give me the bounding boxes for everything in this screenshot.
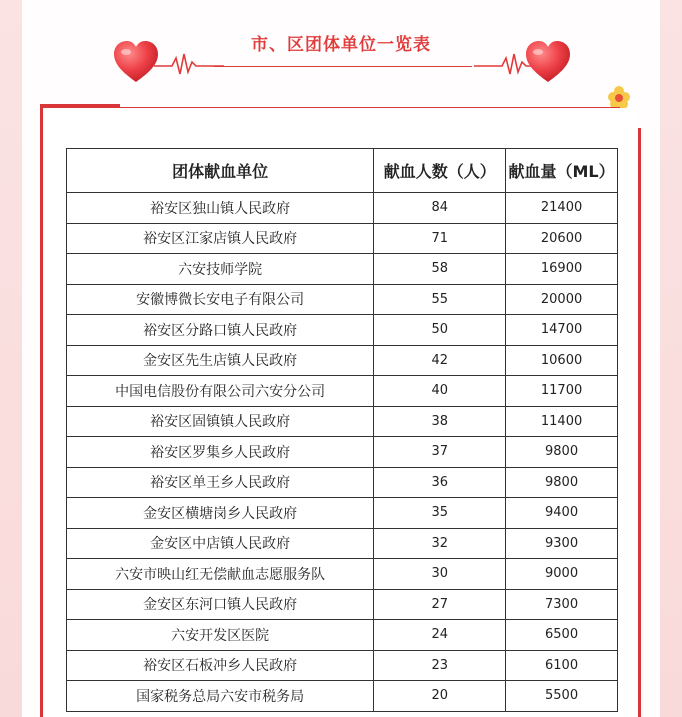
table-row <box>67 620 618 651</box>
donation-volume: 11700 <box>506 376 618 407</box>
frame-left-line <box>40 104 43 717</box>
unit-name: 裕安区石板冲乡人民政府 <box>67 650 374 681</box>
donor-count: 36 <box>374 467 506 498</box>
column-header-volume: 献血量（ML） <box>506 149 618 193</box>
table-row <box>67 498 618 529</box>
heartbeat-line-icon <box>154 52 224 76</box>
unit-name: 裕安区单王乡人民政府 <box>67 467 374 498</box>
table-row <box>67 467 618 498</box>
unit-name: 中国电信股份有限公司六安分公司 <box>67 376 374 407</box>
column-header-donors: 献血人数（人） <box>374 149 506 193</box>
right-border-strip <box>660 0 682 717</box>
donor-count: 50 <box>374 315 506 346</box>
table-row <box>67 345 618 376</box>
table-row <box>67 528 618 559</box>
table-row <box>67 589 618 620</box>
donation-volume: 9300 <box>506 528 618 559</box>
unit-name: 裕安区固镇镇人民政府 <box>67 406 374 437</box>
header-underline <box>214 66 472 67</box>
donation-volume: 7300 <box>506 589 618 620</box>
donation-volume: 9800 <box>506 467 618 498</box>
unit-name: 裕安区江家店镇人民政府 <box>67 223 374 254</box>
table-row <box>67 650 618 681</box>
unit-name: 金安区中店镇人民政府 <box>67 528 374 559</box>
left-border-strip <box>0 0 22 717</box>
donation-volume: 20600 <box>506 223 618 254</box>
table-row <box>67 193 618 224</box>
donation-volume: 21400 <box>506 193 618 224</box>
table-row <box>67 284 618 315</box>
donation-volume: 16900 <box>506 254 618 285</box>
column-header-unit: 团体献血单位 <box>67 149 374 193</box>
unit-name: 六安市映山红无偿献血志愿服务队 <box>67 559 374 590</box>
table-row <box>67 376 618 407</box>
table-row <box>67 681 618 712</box>
donation-volume: 10600 <box>506 345 618 376</box>
frame-top-line <box>40 107 620 108</box>
donation-volume: 14700 <box>506 315 618 346</box>
donor-count: 84 <box>374 193 506 224</box>
donor-count: 42 <box>374 345 506 376</box>
donor-count: 38 <box>374 406 506 437</box>
donation-volume: 9800 <box>506 437 618 468</box>
table-header-row <box>67 149 618 193</box>
unit-name: 六安技师学院 <box>67 254 374 285</box>
donation-volume: 9000 <box>506 559 618 590</box>
donor-count: 35 <box>374 498 506 529</box>
donor-count: 40 <box>374 376 506 407</box>
unit-name: 安徽博微长安电子有限公司 <box>67 284 374 315</box>
table-row <box>67 559 618 590</box>
donor-count: 23 <box>374 650 506 681</box>
frame-right-line <box>638 128 641 717</box>
table-row <box>67 437 618 468</box>
unit-name: 国家税务总局六安市税务局 <box>67 681 374 712</box>
donation-volume: 20000 <box>506 284 618 315</box>
donor-count: 24 <box>374 620 506 651</box>
table-row <box>67 315 618 346</box>
donation-volume: 9400 <box>506 498 618 529</box>
unit-name: 金安区横塘岗乡人民政府 <box>67 498 374 529</box>
donor-count: 58 <box>374 254 506 285</box>
donation-volume: 6100 <box>506 650 618 681</box>
table-row <box>67 406 618 437</box>
unit-name: 裕安区罗集乡人民政府 <box>67 437 374 468</box>
page-title: 市、区团体单位一览表 <box>251 35 431 55</box>
donation-volume: 11400 <box>506 406 618 437</box>
unit-name: 六安开发区医院 <box>67 620 374 651</box>
blood-donation-table <box>66 148 618 712</box>
donor-count: 71 <box>374 223 506 254</box>
donor-count: 55 <box>374 284 506 315</box>
table-row <box>67 223 618 254</box>
donor-count: 32 <box>374 528 506 559</box>
donor-count: 27 <box>374 589 506 620</box>
donor-count: 30 <box>374 559 506 590</box>
donor-count: 37 <box>374 437 506 468</box>
unit-name: 裕安区独山镇人民政府 <box>67 193 374 224</box>
table-row <box>67 254 618 285</box>
unit-name: 裕安区分路口镇人民政府 <box>67 315 374 346</box>
donation-volume: 5500 <box>506 681 618 712</box>
donor-count: 20 <box>374 681 506 712</box>
unit-name: 金安区先生店镇人民政府 <box>67 345 374 376</box>
heart-icon <box>524 40 572 84</box>
unit-name: 金安区东河口镇人民政府 <box>67 589 374 620</box>
donation-volume: 6500 <box>506 620 618 651</box>
